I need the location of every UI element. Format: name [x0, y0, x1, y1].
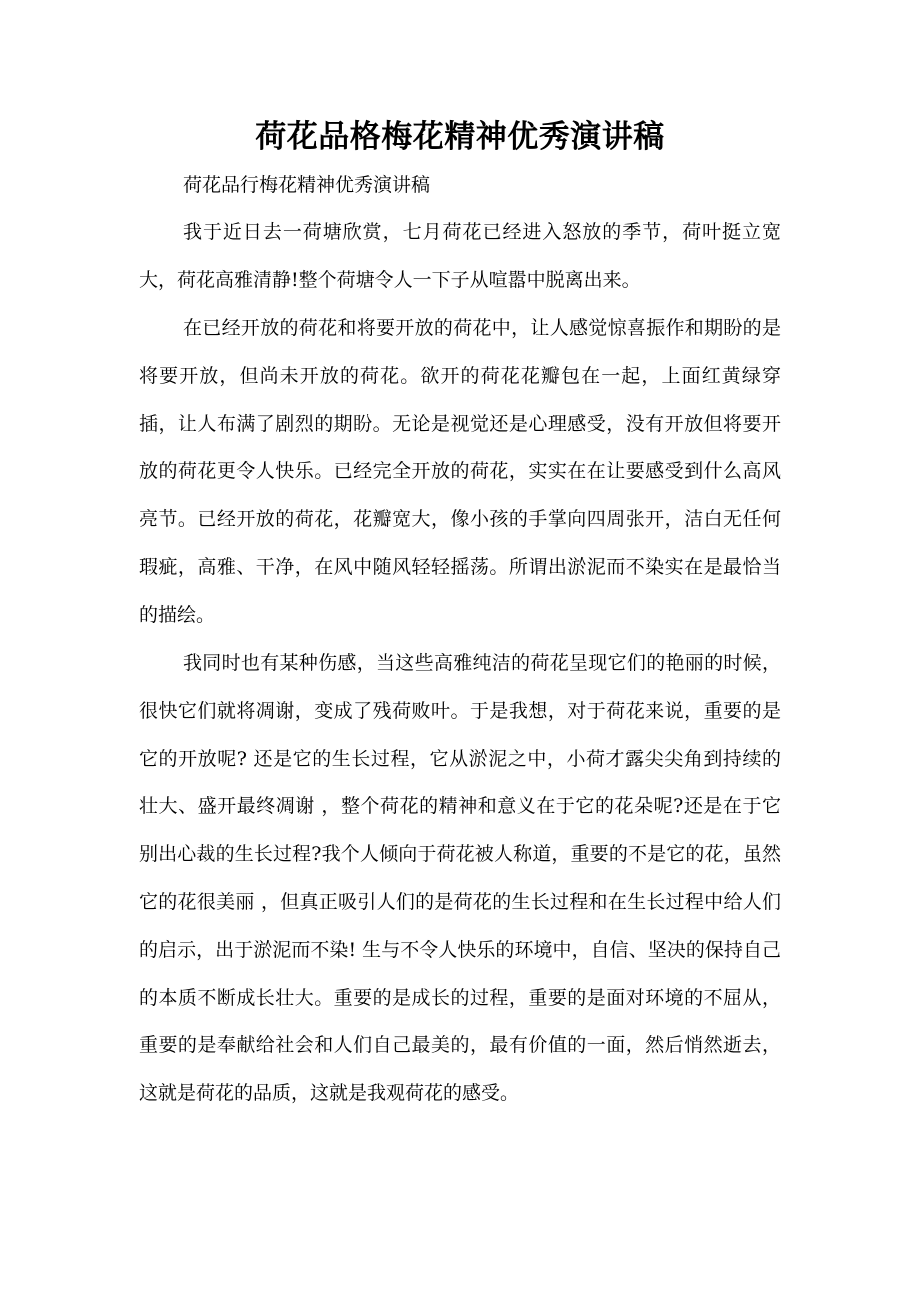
paragraph-1: 我于近日去一荷塘欣赏，七月荷花已经进入怒放的季节，荷叶挺立宽大，荷花高雅清静!整个荷塘令人一下子从喧嚣中脱离出来。: [139, 221, 781, 291]
paragraph-3: 我同时也有某种伤感，当这些高雅纯洁的荷花呈现它们的艳丽的时候，很快它们就将凋谢，变成了残荷败叶。于是我想，对于荷花来说，重要的是它的开放呢? 还是它的生长过程，它从淤泥之中，小荷才露尖尖角到持续的壮大、盛开最终凋谢 ，整个荷花的精神和意义在于它的花朵呢?还是在于它别出心裁的生长过程?我个人倾向于荷花被人称道，重要的不是它的花，虽然它的花很美丽 ，但真正吸引人们的是荷花的生长过程和在生长过程中给人们的启示，出于淤泥而不染! 生与不令人快乐的环境中，自信、坚决的保持自己的本质不断成长壮大。重要的是成长的过程，重要的是面对环境的不屈从，重要的是奉献给社会和人们自己最美的，最有价值的一面，然后悄然逝去，这就是荷花的品质，这就是我观荷花的感受。: [139, 652, 781, 1105]
page-title: 荷花品格梅花精神优秀演讲稿: [255, 119, 665, 155]
paragraph-2: 在已经开放的荷花和将要开放的荷花中，让人感觉惊喜振作和期盼的是将要开放，但尚未开放的荷花。欲开的荷花花瓣包在一起，上面红黄绿穿插，让人布满了剧烈的期盼。无论是视觉还是心理感受，没有开放但将要开放的荷花更令人快乐。已经完全开放的荷花，实实在在让要感受到什么高风亮节。已经开放的荷花，花瓣宽大，像小孩的手掌向四周张开，洁白无任何瑕疵，高雅、干净，在风中随风轻轻摇荡。所谓出淤泥而不染实在是最恰当的描绘。: [139, 317, 781, 626]
document-subtitle: 荷花品行梅花精神优秀演讲稿: [183, 174, 431, 196]
